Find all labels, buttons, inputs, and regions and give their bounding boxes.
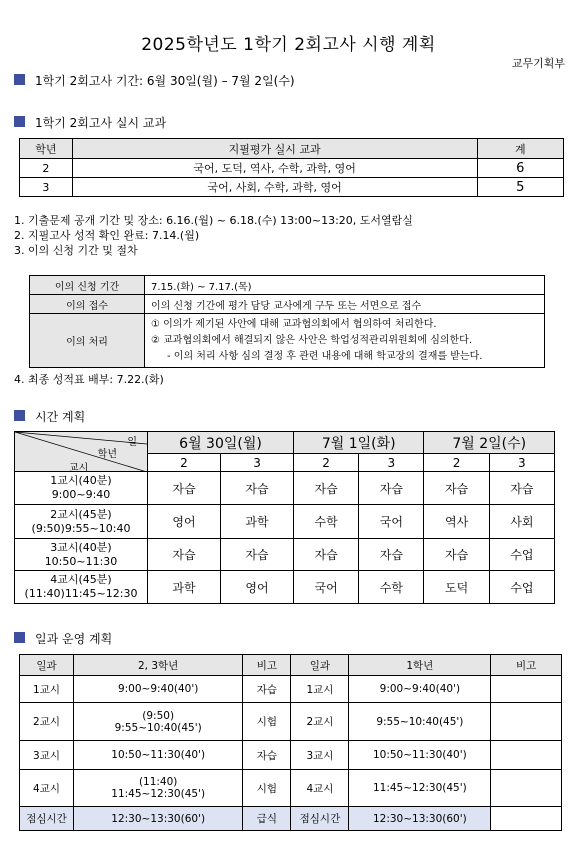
daily-header: 일과 [20, 655, 74, 676]
table-row [20, 807, 562, 831]
period-label [15, 539, 148, 571]
daily-cell: 2교시 [291, 703, 349, 741]
subjects-heading [14, 114, 166, 131]
daily-header: 2, 3학년 [74, 655, 243, 676]
note-item: 3. 이의 신청 기간 및 절차 [14, 244, 138, 257]
schedule-cell: 자습 [148, 472, 221, 505]
subjects-cell: 국어, 사회, 수학, 과학, 영어 [72, 178, 477, 197]
schedule-cell: 수학 [294, 505, 359, 539]
daily-time: 12:30~13:30(60') [111, 812, 206, 825]
subjects-cell: 국어, 도덕, 역사, 수학, 과학, 영어 [72, 159, 477, 178]
department-label: 교무기획부 [511, 57, 565, 70]
section-square-icon [14, 74, 28, 87]
daily-cell: 2교시 [20, 703, 74, 741]
daily-time: 11:45~12:30(45') [111, 788, 206, 800]
section-square-icon [14, 632, 28, 645]
period-label [15, 571, 148, 604]
period-time: (11:40)11:45~12:30 [24, 587, 138, 600]
section-square-icon [14, 116, 28, 129]
day-header: 7월 1일(화) [294, 432, 424, 454]
schedule-cell: 사회 [489, 505, 554, 539]
schedule-cell: 도덕 [424, 571, 489, 604]
schedule-cell: 수업 [489, 539, 554, 571]
note-item: 1. 기출문제 공개 기간 및 장소: 6.16.(월) ~ 6.18.(수) 13:00~13:20, 도서열람실 [14, 214, 413, 227]
schedule-cell: 과학 [221, 505, 294, 539]
schedule-cell: 자습 [489, 472, 554, 505]
total-cell: 6 [477, 159, 563, 178]
table-row [20, 159, 564, 178]
daily-header: 일과 [291, 655, 349, 676]
daily-cell: 9:00~9:40(40') [349, 676, 491, 703]
daily-cell [74, 770, 243, 807]
schedule-corner [15, 432, 148, 472]
schedule-cell: 수학 [359, 571, 424, 604]
daily-cell: 시험 [243, 770, 291, 807]
table-row [15, 472, 555, 505]
schedule-cell: 자습 [359, 472, 424, 505]
daily-header: 비고 [491, 655, 562, 676]
table-row [20, 676, 562, 703]
grade-header: 3 [489, 454, 554, 472]
daily-cell [491, 741, 562, 770]
daily-cell: 9:55~10:40(45') [349, 703, 491, 741]
daily-cell: 자습 [243, 741, 291, 770]
daily-time-note: (11:40) [138, 776, 178, 788]
daily-cell: 점심시간 [291, 807, 349, 831]
grade-header: 3 [359, 454, 424, 472]
schedule-heading-text: 시간 계획 [35, 410, 86, 424]
period-name: 4교시(45분) [50, 573, 112, 586]
grade-cell: 3 [20, 178, 73, 197]
period-name: 1교시(40분) [50, 474, 112, 487]
table-row [15, 505, 555, 539]
objection-value: 7.15.(화) ~ 7.17.(목) [145, 276, 545, 295]
daily-cell: 급식 [243, 807, 291, 831]
daily-cell [74, 741, 243, 770]
daily-cell [491, 770, 562, 807]
day-header: 7월 2일(수) [424, 432, 555, 454]
period-label [15, 505, 148, 539]
corner-day: 일 [127, 437, 137, 448]
table-row [20, 770, 562, 807]
objection-label: 이의 신청 기간 [30, 276, 145, 295]
daily-cell: 자습 [243, 676, 291, 703]
daily-header: 비고 [243, 655, 291, 676]
daily-cell: 1교시 [291, 676, 349, 703]
schedule-cell: 자습 [294, 472, 359, 505]
period-time: 10:50~11:30 [44, 554, 118, 568]
col-subjects-header: 지필평가 실시 교과 [72, 139, 477, 159]
corner-period: 교시 [69, 463, 89, 474]
exam-period-heading [14, 72, 295, 89]
note-item: 2. 지필고사 성적 확인 완료: 7.14.(월) [14, 229, 200, 242]
schedule-cell: 과학 [148, 571, 221, 604]
daily-cell: 11:45~12:30(45') [349, 770, 491, 807]
period-name: 3교시(40분) [50, 540, 112, 554]
table-row [15, 571, 555, 604]
daily-cell [491, 807, 562, 831]
section-square-icon [14, 410, 28, 423]
total-cell: 5 [477, 178, 563, 197]
schedule-cell: 국어 [359, 505, 424, 539]
objection-label: 이의 접수 [30, 295, 145, 314]
daily-cell: 3교시 [20, 741, 74, 770]
table-row [20, 703, 562, 741]
schedule-cell: 국어 [294, 571, 359, 604]
daily-cell: 3교시 [291, 741, 349, 770]
daily-cell [491, 676, 562, 703]
objection-label: 이의 처리 [30, 314, 145, 368]
daily-cell: 4교시 [291, 770, 349, 807]
day-header: 6월 30일(월) [148, 432, 294, 454]
daily-cell: 1교시 [20, 676, 74, 703]
schedule-cell: 자습 [294, 539, 359, 571]
note-item: 4. 최종 성적표 배부: 7.22.(화) [14, 373, 164, 386]
col-total-header: 계 [477, 139, 563, 159]
schedule-table [14, 431, 555, 604]
daily-cell [74, 703, 243, 741]
page-title: 2025학년도 1학기 2회고사 시행 계획 [141, 35, 436, 55]
daily-heading-text: 일과 운영 계획 [35, 632, 113, 646]
schedule-cell: 자습 [221, 472, 294, 505]
daily-time: 9:55~10:40(45') [114, 721, 202, 734]
objection-table [29, 275, 545, 368]
daily-cell: 4교시 [20, 770, 74, 807]
schedule-cell: 자습 [148, 539, 221, 571]
period-time: (9:50)9:55~10:40 [31, 521, 131, 535]
daily-cell: 점심시간 [20, 807, 74, 831]
schedule-cell: 영어 [221, 571, 294, 604]
notes-list [14, 213, 413, 258]
daily-cell: 10:50~11:30(40') [349, 741, 491, 770]
grade-header: 2 [424, 454, 489, 472]
period-name: 2교시(45분) [50, 507, 112, 521]
daily-table [19, 654, 562, 831]
objection-line: - 이의 처리 사항 심의 결정 후 관련 내용에 대해 학교장의 결재를 받는다. [167, 350, 483, 362]
objection-value: 이의 신청 기간에 평가 담당 교사에게 구두 또는 서면으로 접수 [145, 295, 545, 314]
grade-header: 2 [294, 454, 359, 472]
period-label [15, 472, 148, 505]
schedule-cell: 역사 [424, 505, 489, 539]
objection-value [145, 314, 545, 368]
objection-line: ② 교과협의회에서 해결되지 않은 사안은 학업성적관리위원회에 심의한다. [151, 334, 473, 346]
table-row [20, 741, 562, 770]
schedule-heading [14, 408, 85, 425]
schedule-cell: 자습 [424, 539, 489, 571]
daily-cell [74, 676, 243, 703]
corner-grade: 학년 [97, 449, 117, 460]
daily-heading [14, 630, 112, 647]
period-time: 9:00~9:40 [51, 488, 111, 501]
schedule-cell: 자습 [424, 472, 489, 505]
daily-cell [491, 703, 562, 741]
daily-cell: 12:30~13:30(60') [349, 807, 491, 831]
schedule-cell: 영어 [148, 505, 221, 539]
objection-line: ① 이의가 제기된 사안에 대해 교과협의회에서 협의하여 처리한다. [151, 318, 437, 330]
daily-cell [74, 807, 243, 831]
grade-header: 3 [221, 454, 294, 472]
daily-time: 10:50~11:30(40') [111, 749, 206, 761]
subjects-heading-text: 1학기 2회고사 실시 교과 [35, 116, 167, 130]
grade-header: 2 [148, 454, 221, 472]
col-grade-header: 학년 [20, 139, 73, 159]
table-row [20, 178, 564, 197]
schedule-cell: 자습 [221, 539, 294, 571]
table-row [15, 539, 555, 571]
daily-time: 9:00~9:40(40') [117, 683, 199, 695]
daily-header: 1학년 [349, 655, 491, 676]
grade-cell: 2 [20, 159, 73, 178]
exam-period-text: 1학기 2회고사 기간: 6월 30일(월) – 7월 2일(수) [35, 74, 295, 88]
schedule-cell: 자습 [359, 539, 424, 571]
subjects-table [19, 138, 564, 197]
daily-cell: 시험 [243, 703, 291, 741]
daily-time-note: (9:50) [142, 709, 175, 722]
schedule-cell: 수업 [489, 571, 554, 604]
